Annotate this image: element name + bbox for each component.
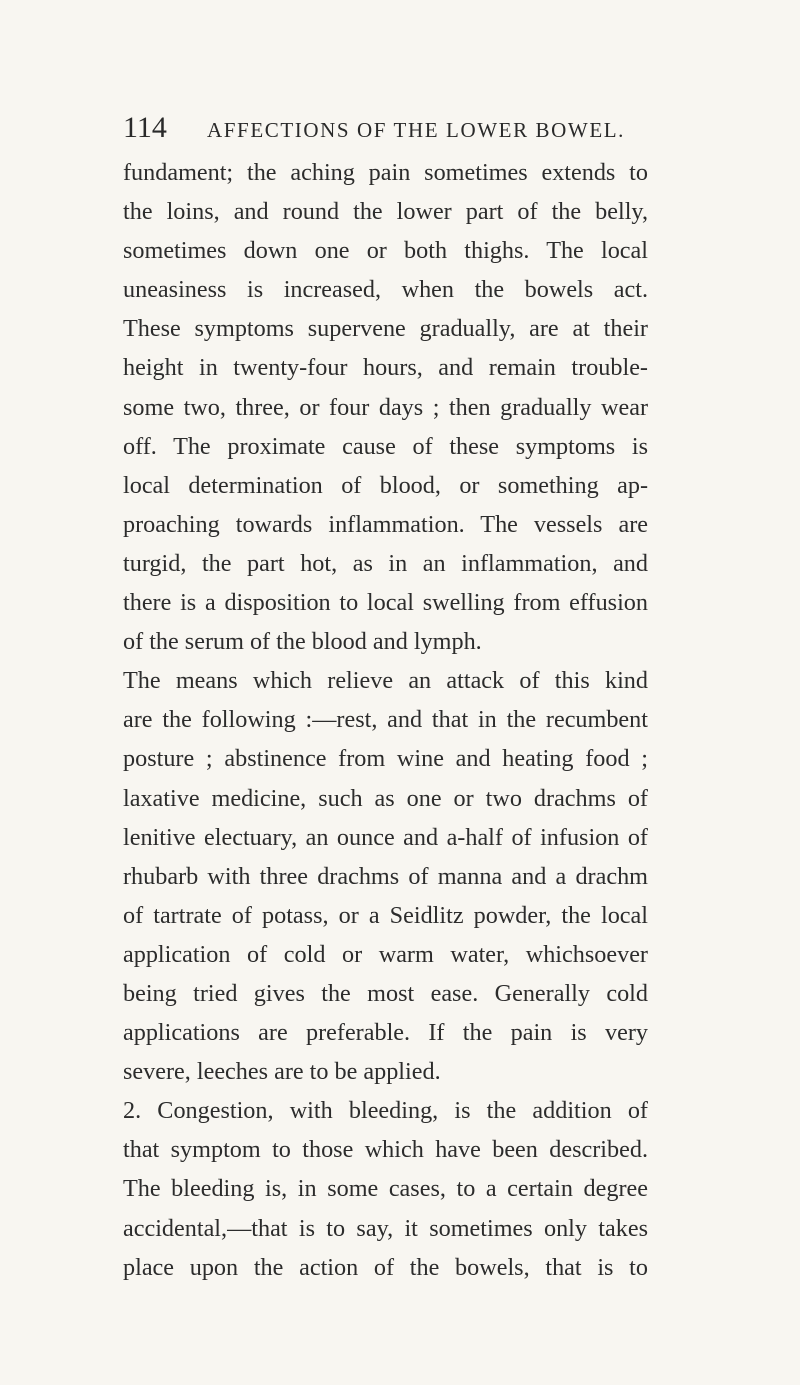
paragraph-end-line: of the serum of the blood and lymph. [123,628,482,656]
text-line: sometimes down one or both thighs. The local [123,237,648,265]
page-number: 114 [123,111,167,144]
text-line: posture ; abstinence from wine and heating food ; [123,745,648,773]
text-line: there is a disposition to local swelling from effusion [123,589,648,617]
text-line: applications are preferable. If the pain is very [123,1019,648,1047]
text-line: turgid, the part hot, as in an inflammation, and [123,549,648,577]
text-line: that symptom to those which have been described. [123,1136,648,1164]
text-line: These symptoms supervene gradually, are at their [123,315,648,343]
text-line: height in twenty-four hours, and remain trouble- [123,354,648,382]
text-line: rhubarb with three drachms of manna and a drachm [123,862,648,890]
text-line: proaching towards inflammation. The vessels are [123,510,648,538]
text-line: being tried gives the most ease. Generally cold [123,979,648,1007]
text-line: place upon the action of the bowels, that is to [123,1253,648,1281]
text-line: of tartrate of potass, or a Seidlitz powder, the local [123,901,648,929]
text-line: application of cold or warm water, whichsoever [123,940,648,968]
text-line: fundament; the aching pain sometimes extends to [123,159,648,186]
text-line: accidental,—that is to say, it sometimes only takes [123,1214,648,1242]
text-line: are the following :—rest, and that in the recumbent [123,706,648,734]
text-line: some two, three, or four days ; then gradually wear [123,393,648,421]
paragraph-end-line: severe, leeches are to be applied. [123,1058,441,1086]
running-head [123,108,643,148]
text-line: off. The proximate cause of these symptoms is [123,432,648,460]
text-line: The bleeding is, in some cases, to a certain degree [123,1175,648,1203]
text-line: laxative medicine, such as one or two drachms of [123,784,648,812]
text-line: the loins, and round the lower part of the belly, [123,198,648,226]
text-line: uneasiness is increased, when the bowels act. [123,276,648,304]
paragraph-start-line: 2. Congestion, with bleeding, is the addition of [123,1097,648,1125]
text-line: lenitive electuary, an ounce and a-half of infusion of [123,823,648,851]
body-text [123,153,648,1287]
paragraph-start-line: The means which relieve an attack of this kind [123,667,648,695]
running-title: AFFECTIONS OF THE LOWER BOWEL. [207,118,626,142]
text-line: local determination of blood, or something ap- [123,471,648,499]
